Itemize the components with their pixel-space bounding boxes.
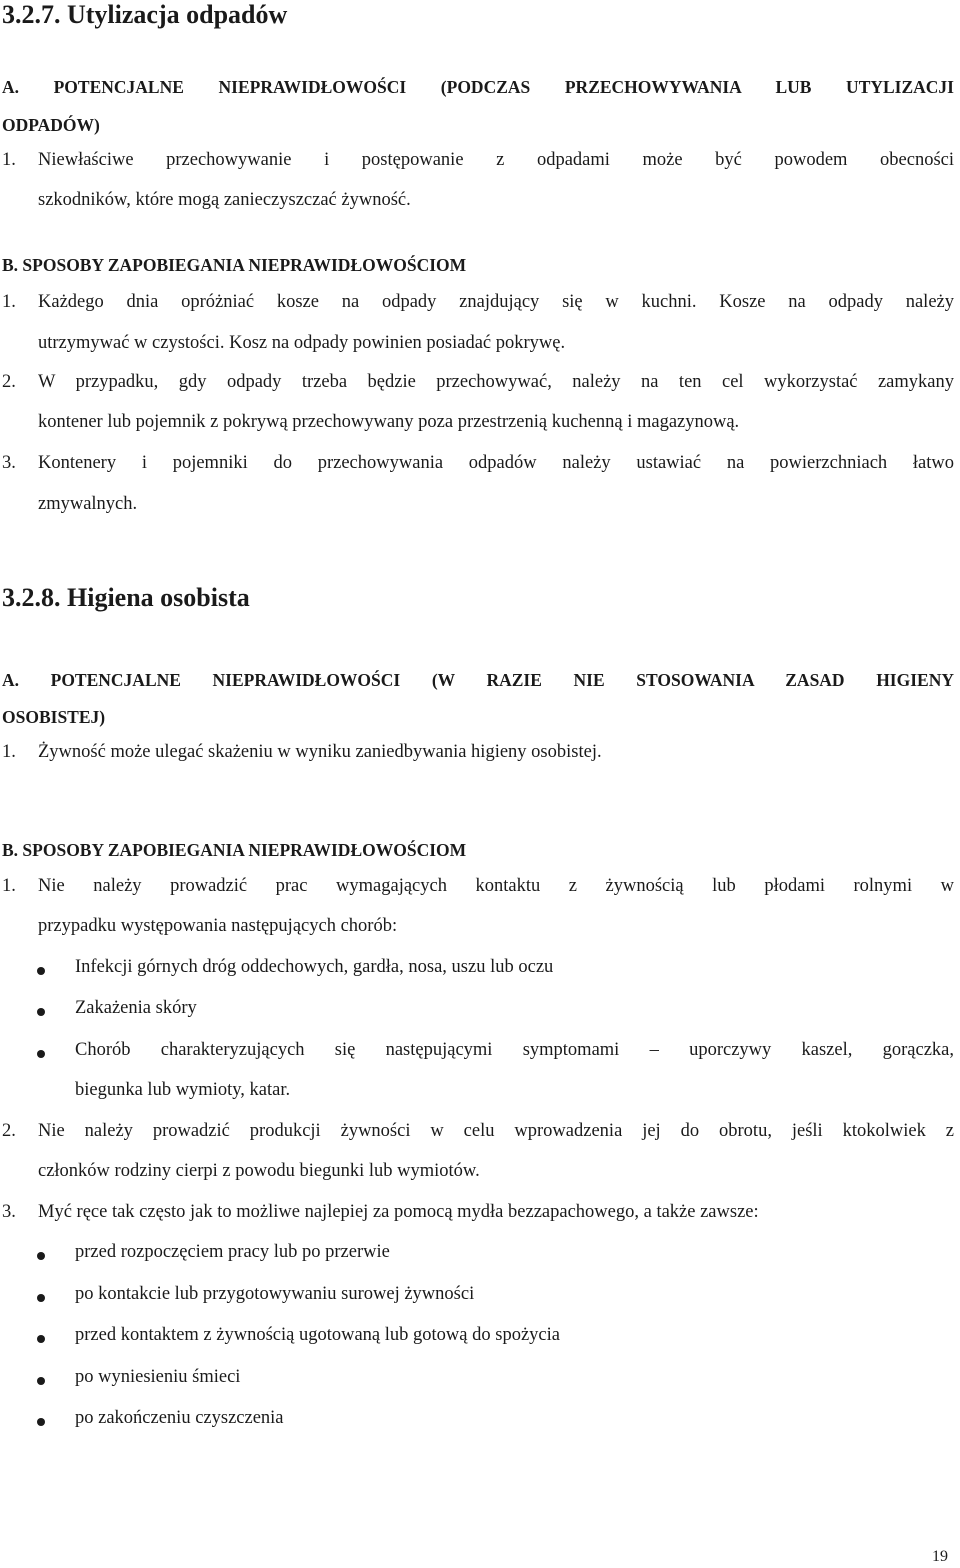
item-number: 3. bbox=[2, 453, 16, 473]
section-title-higiena: 3.2.8. Higiena osobista bbox=[2, 583, 250, 612]
bullet-item: Infekcji górnych dróg oddechowych, gardła, nosa, uszu lub oczu bbox=[75, 957, 554, 977]
item-number: 2. bbox=[2, 1121, 16, 1141]
paragraph-line: Nie należy prowadzić prac wymagających kontaktu z żywnością lub płodami rolnymi w bbox=[38, 876, 954, 896]
item-number: 2. bbox=[2, 372, 16, 392]
paragraph-line: przypadku występowania następujących chorób: bbox=[38, 916, 398, 936]
paragraph-line: członków rodziny cierpi z powodu biegunki lub wymiotów. bbox=[38, 1161, 480, 1181]
paragraph-line: W przypadku, gdy odpady trzeba będzie przechowywać, należy na ten cel wykorzystać zamykany bbox=[38, 372, 954, 392]
bullet bbox=[37, 1418, 45, 1426]
item-number: 1. bbox=[2, 292, 16, 312]
bullet bbox=[37, 1335, 45, 1343]
heading-a-line1: A. POTENCJALNE NIEPRAWIDŁOWOŚCI (PODCZAS PRZECHOWYWANIA LUB UTYLIZACJI bbox=[2, 77, 954, 97]
bullet-item: po wyniesieniu śmieci bbox=[75, 1367, 241, 1387]
paragraph-line: Żywność może ulegać skażeniu w wyniku zaniedbywania higieny osobistej. bbox=[38, 742, 602, 762]
paragraph-line: Niewłaściwe przechowywanie i postępowanie z odpadami może być powodem obecności bbox=[38, 150, 954, 170]
bullet-item: Zakażenia skóry bbox=[75, 998, 197, 1018]
bullet-item-continuation: biegunka lub wymioty, katar. bbox=[75, 1080, 291, 1100]
bullet bbox=[37, 967, 45, 975]
bullet-item: przed kontaktem z żywnością ugotowaną lub gotową do spożycia bbox=[75, 1325, 560, 1345]
bullet-item: Chorób charakteryzujących się następującymi symptomami – uporczywy kaszel, gorączka, bbox=[75, 1040, 954, 1060]
heading-a-line2: OSOBISTEJ) bbox=[2, 707, 106, 727]
paragraph-line: Kontenery i pojemniki do przechowywania odpadów należy ustawiać na powierzchniach łatwo bbox=[38, 453, 954, 473]
item-number: 1. bbox=[2, 150, 16, 170]
item-number: 1. bbox=[2, 876, 16, 896]
bullet bbox=[37, 1377, 45, 1385]
bullet-item: po zakończeniu czyszczenia bbox=[75, 1408, 284, 1428]
bullet-item: przed rozpoczęciem pracy lub po przerwie bbox=[75, 1242, 390, 1262]
bullet-item: po kontakcie lub przygotowywaniu surowej żywności bbox=[75, 1284, 475, 1304]
item-number: 1. bbox=[2, 742, 16, 762]
paragraph-line: zmywalnych. bbox=[38, 494, 138, 514]
paragraph-line: utrzymywać w czystości. Kosz na odpady powinien posiadać pokrywę. bbox=[38, 333, 566, 353]
bullet bbox=[37, 1294, 45, 1302]
paragraph-line: Każdego dnia opróżniać kosze na odpady znajdujący się w kuchni. Kosze na odpady należy bbox=[38, 292, 954, 312]
bullet bbox=[37, 1008, 45, 1016]
paragraph-line: Nie należy prowadzić produkcji żywności w celu wprowadzenia jej do obrotu, jeśli ktokolwiek z bbox=[38, 1121, 954, 1141]
paragraph-line: Myć ręce tak często jak to możliwe najlepiej za pomocą mydła bezzapachowego, a także zawsze: bbox=[38, 1202, 759, 1222]
heading-a-line2: ODPADÓW) bbox=[2, 115, 100, 135]
paragraph-line: kontener lub pojemnik z pokrywą przechowywany poza przestrzenią kuchenną i magazynową. bbox=[38, 412, 740, 432]
bullet bbox=[37, 1252, 45, 1260]
heading-b: B. SPOSOBY ZAPOBIEGANIA NIEPRAWIDŁOWOŚCIOM bbox=[2, 255, 467, 275]
page-number: 19 bbox=[932, 1548, 948, 1565]
item-number: 3. bbox=[2, 1202, 16, 1222]
section-title-utylizacja: 3.2.7. Utylizacja odpadów bbox=[2, 0, 288, 29]
bullet bbox=[37, 1050, 45, 1058]
heading-b: B. SPOSOBY ZAPOBIEGANIA NIEPRAWIDŁOWOŚCIOM bbox=[2, 840, 467, 860]
heading-a-line1: A. POTENCJALNE NIEPRAWIDŁOWOŚCI (W RAZIE NIE STOSOWANIA ZASAD HIGIENY bbox=[2, 670, 954, 690]
paragraph-line: szkodników, które mogą zanieczyszczać żywność. bbox=[38, 190, 411, 210]
